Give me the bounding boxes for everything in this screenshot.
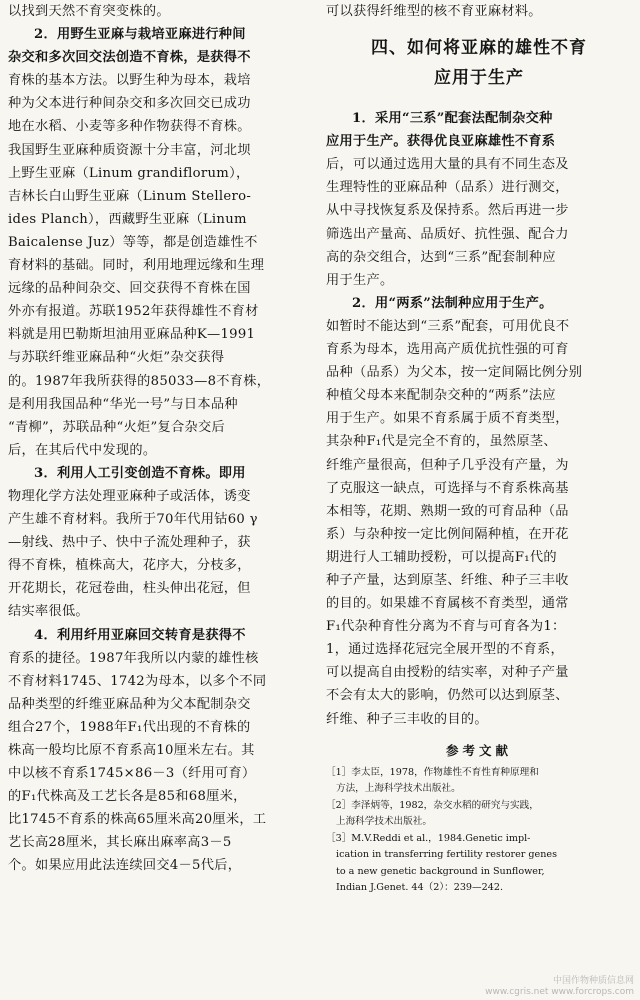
text-line: F₁代杂种育性分离为不育与可育各为1： [326,619,566,635]
text-line: 本相等，花期、熟期一致的可育品种（品 [326,503,569,519]
text-line: 育系的捷径。1987年我所以内蒙的雄性核 [8,650,259,666]
text-line: 1，通过选择花冠完全展开型的不育系， [326,642,564,658]
right-body-main [326,107,632,731]
text-line: 纤维产量很高，但种子几乎没有产量，为 [326,457,569,473]
text-line: 品种类型的纤维亚麻品种为父本配制杂交 [8,696,251,712]
text-line: 育系为母本，选用高产质优抗性强的可育 [326,342,569,358]
reference-line: ication in transferring fertility restorer genes [336,849,558,861]
reference-line: ［2］李泽炳等，1982，杂交水稻的研究与实践， [326,799,539,811]
text-line: 组合27个，1988年F₁代出现的不育株的 [8,719,251,735]
text-line: 是利用我国品种“华光一号”与日本品种 [8,396,238,412]
text-line: 可以提高自由授粉的结实率，对种子产量 [326,665,569,681]
column-gutter [318,0,319,1000]
section-heading [326,33,632,93]
subheading-4: 4．利用纤用亚麻回交转育是获得不 [34,627,246,643]
reference-line: Indian J.Genet. 44（2）：239—242. [336,882,503,894]
references-list [326,765,632,897]
left-body [8,0,314,878]
text-line: 育株的基本方法。以野生种为母本，栽培 [8,73,251,89]
text-line: 杂交和多次回交法创造不育株，是获得不 [8,50,251,66]
text-line: 生理特性的亚麻品种（品系）进行测交， [326,180,569,196]
text-line: 料就是用巴勒斯坦油用亚麻品种K—1991 [8,327,256,343]
references-heading: 参考文献 [445,742,512,758]
text-line: ides Planch），西藏野生亚麻（Linum [8,211,247,227]
text-line: 得不育株，植株高大，花序大，分枝多， [8,558,251,574]
text-line: 的目的。如果雄不育属核不育类型，通常 [326,596,569,612]
reference-line: 上海科学技术出版社。 [336,816,432,828]
watermark-line-2: www.cgris.net www.forcrops.com [485,987,634,997]
section-heading-line-1: 四、如何将亚麻的雄性不育 [371,38,587,59]
text-line: 吉林长白山野生亚麻（Linum Stellero- [8,188,252,204]
subheading-1: 1．采用“三系”配套法配制杂交种 [352,111,553,127]
text-line: 的。1987年我所获得的85033—8不育株， [8,373,271,389]
text-line: 的F₁代株高及工艺长各是85和68厘米， [8,789,247,805]
text-line: 物理化学方法处理亚麻种子或活体，诱变 [8,488,251,504]
text-line: 产生雄不育材料。我所于70年代用钴60 γ [8,512,258,528]
text-line: 个。如果应用此法连续回交4－5代后， [8,858,242,874]
text-line: 开花期长，花冠卷曲，柱头伸出花冠，但 [8,581,251,597]
reference-line: ［3］M.V.Reddi et al.，1984.Genetic impl- [326,832,531,844]
text-line: 艺长高28厘米，其长麻出麻率高3－5 [8,835,232,851]
text-line: 可以获得纤维型的核不育亚麻材料。 [326,4,542,19]
reference-line: to a new genetic background in Sunflower, [336,865,545,877]
watermark [485,976,634,998]
text-line: 种为父本进行种间杂交和多次回交已成功 [8,96,251,112]
text-line: 了克服这一缺点，可选择与不育系株高基 [326,480,569,496]
text-line: 应用于生产。获得优良亚麻雄性不育系 [326,134,556,150]
reference-line: 方法，上海科学技术出版社。 [336,783,461,795]
text-line: 以找到天然不育突变株的。 [8,4,170,19]
text-line: 结实率很低。 [8,604,89,620]
text-line: 用于生产。如果不育系属于质不育类型， [326,411,569,427]
right-body [326,0,632,23]
text-line: 种子产量，达到原茎、纤维、种子三丰收 [326,572,569,588]
text-line: Baicalense Juz）等等，都是创造雄性不 [8,234,258,250]
text-line: 中以核不育系1745×86－3（纤用可育） [8,766,256,782]
subheading-3: 3．利用人工引变创造不育株。即用 [34,465,246,481]
text-line: 比1745不育系的株高65厘米高20厘米，工 [8,812,267,828]
text-line: 远缘的品种间杂交、回交获得不育株在国 [8,281,251,297]
subheading-2: 2．用野生亚麻与栽培亚麻进行种间 [34,27,246,43]
reference-line: ［1］李太臣，1978，作物雄性不育性育种原理和 [326,766,539,778]
text-line: 系）与杂种按一定比例间隔种植，在开花 [326,526,569,542]
right-column [326,0,632,1000]
text-line: 纤维、种子三丰收的目的。 [326,711,488,727]
text-line: 与苏联纤维亚麻品种“火炬”杂交获得 [8,350,225,366]
left-column [8,0,314,1000]
text-line: 从中寻找恢复系及保持系。然后再进一步 [326,203,569,219]
text-line: 不会有太大的影响，仍然可以达到原茎、 [326,688,569,704]
text-line: 其杂种F₁代是完全不育的，虽然原茎、 [326,434,557,450]
text-line: 高的杂交组合，达到“三系”配套制种应 [326,249,556,265]
text-line: 我国野生亚麻种质资源十分丰富，河北坝 [8,142,251,158]
text-line: 筛选出产量高、品质好、抗性强、配合力 [326,226,569,242]
watermark-line-1: 中国作物种质信息网 [552,976,634,986]
text-line: 株高一般均比原不育系高10厘米左右。其 [8,743,255,758]
text-line: 后，可以通过选用大量的具有不同生态及 [326,157,569,173]
text-line: —射线、热中子、快中子流处理种子，获 [8,535,251,551]
text-line: 育材料的基础。同时，利用地理远缘和生理 [8,258,265,274]
subheading-2: 2．用“两系”法制种应用于生产。 [352,295,553,311]
text-line: 用于生产。 [326,272,394,288]
text-line: 后，在其后代中发现的。 [8,442,157,458]
text-line: 地在水稻、小麦等多种作物获得不育株。 [8,119,251,135]
text-line: 种植父母本来配制杂交种的“两系”法应 [326,388,556,404]
text-line: 外亦有报道。苏联1952年获得雄性不育材 [8,304,259,320]
text-line: 上野生亚麻（Linum grandiflorum）， [8,165,250,181]
section-heading-line-2: 应用于生产 [434,68,524,89]
text-line: 期进行人工辅助授粉，可以提高F₁代的 [326,549,557,565]
text-line: 品种（品系）为父本，按一定间隔比例分别 [326,365,583,381]
text-line: 不育材料1745、1742为母本，以多个不同 [8,673,267,689]
text-line: 如暂时不能达到“三系”配套，可用优良不 [326,318,570,334]
text-line: “青柳”，苏联品种“火炬”复合杂交后 [8,419,225,435]
